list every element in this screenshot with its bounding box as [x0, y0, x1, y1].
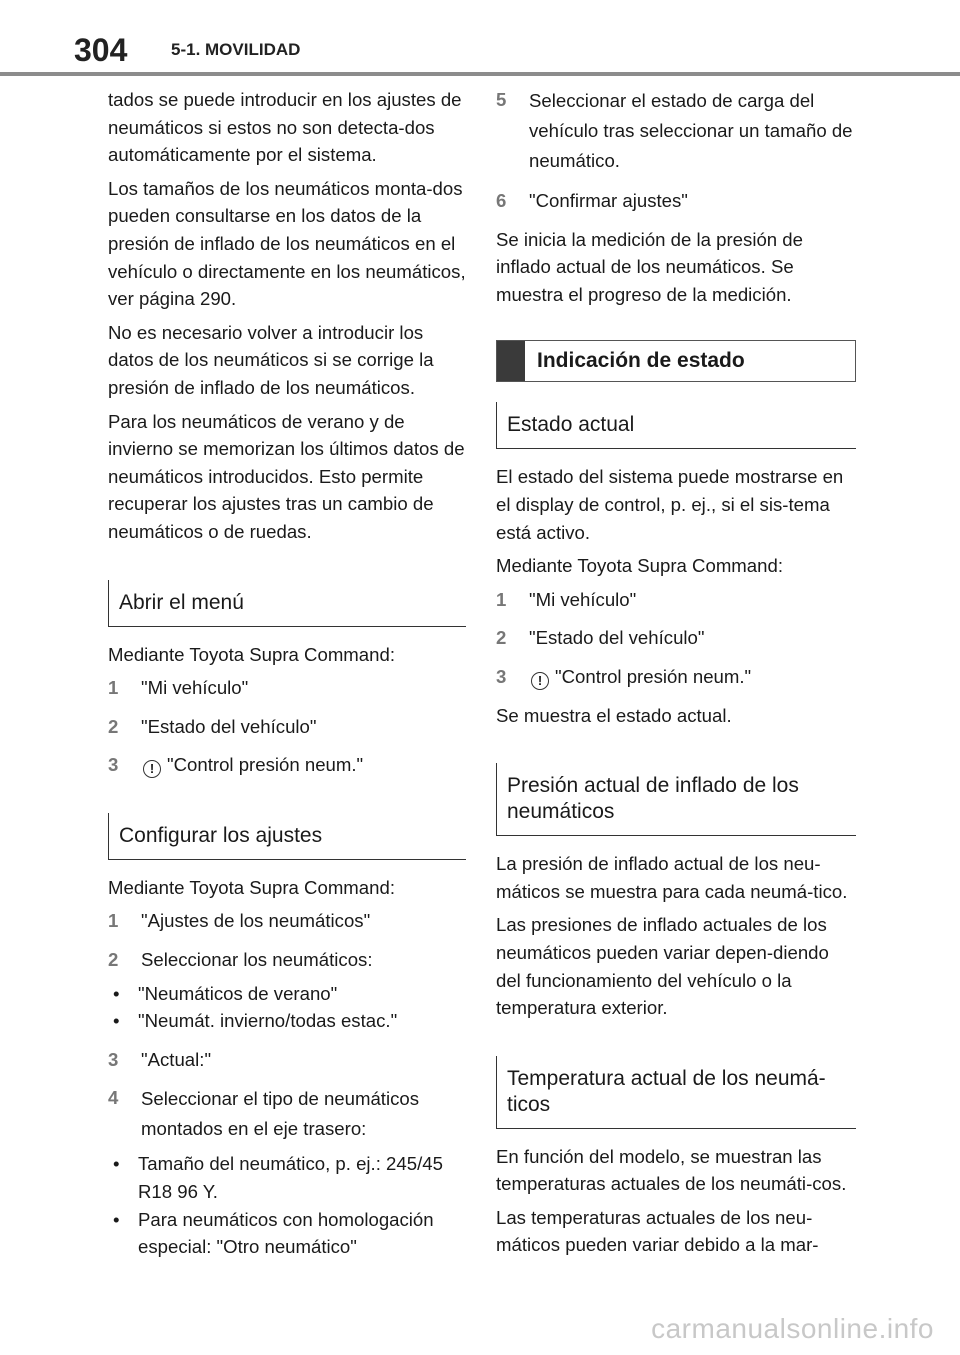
- right-column: [496, 86, 856, 1265]
- step-number: 3: [108, 1048, 119, 1070]
- chapter-title: 5-1. MOVILIDAD: [171, 40, 301, 59]
- paragraph: Los tamaños de los neumáticos monta-dos pueden consultarse en los datos de la presión de inflado de los neumáticos en el vehículo o directamente en los neumáticos, ver página 290.: [108, 177, 466, 310]
- bullet-dot: •: [113, 1010, 120, 1032]
- step-number: 6: [496, 190, 507, 211]
- bullet-item: [108, 1150, 466, 1205]
- tire-pressure-warning-icon: !: [531, 672, 549, 690]
- section-heading-indicacion: [496, 340, 856, 382]
- bullet-text: "Neumáticos de verano": [138, 982, 338, 1004]
- page-number: 304: [74, 32, 128, 68]
- step-text: "Ajustes de los neumáticos": [141, 910, 371, 932]
- subheading-estado-actual: Estado actual: [496, 402, 856, 449]
- subheading-configurar-ajustes: Configurar los ajustes: [108, 813, 466, 860]
- step-number: 1: [108, 677, 119, 699]
- step-text: Seleccionar los neumáticos:: [141, 949, 373, 971]
- step-item: [496, 86, 856, 176]
- paragraph: Mediante Toyota Supra Command:: [108, 876, 395, 898]
- step-text: "Estado del vehículo": [529, 627, 705, 649]
- bullet-dot: •: [113, 1208, 120, 1230]
- step-text: Seleccionar el estado de carga del vehículo tras seleccionar un tamaño de neumático.: [529, 90, 853, 171]
- section-heading-bar: [497, 341, 525, 381]
- step-text: "Mi vehículo": [141, 677, 249, 699]
- step-text: "Control presión neum.": [555, 665, 752, 687]
- step-item: [108, 1046, 466, 1074]
- subheading-presion-actual: Presión actual de inflado de los neumáticos: [496, 763, 856, 836]
- paragraph: Las presiones de inflado actuales de los neumáticos pueden variar depen-diendo del funcionamiento del vehículo o la temperatura exterior.: [496, 914, 829, 1019]
- bullet-item: [108, 980, 466, 1008]
- subheading-abrir-menu: Abrir el menú: [108, 580, 466, 627]
- bullet-text: Tamaño del neumático, p. ej.: 245/45 R18 96 Y.: [138, 1153, 443, 1203]
- step-number: 4: [108, 1087, 119, 1109]
- paragraph: Mediante Toyota Supra Command:: [108, 643, 395, 665]
- step-item: [496, 187, 856, 215]
- paragraph: Las temperaturas actuales de los neu-máticos pueden variar debido a la mar-: [496, 1206, 819, 1256]
- step-item: [496, 586, 856, 614]
- paragraph: Para los neumáticos de verano y de invierno se memorizan los últimos datos de neumáticos introducidos. Esto permite recuperar los ajustes tras un cambio de neumáticos o de ruedas.: [108, 410, 465, 542]
- step-text: "Control presión neum.": [167, 754, 364, 776]
- step-text-wrapper: [141, 751, 466, 779]
- step-item: [496, 663, 856, 691]
- section-title: Indicación de estado: [537, 349, 745, 373]
- step-text: "Estado del vehículo": [141, 715, 317, 737]
- page-header: [0, 0, 960, 80]
- step-text: "Mi vehículo": [529, 588, 637, 610]
- bullet-text: Para neumáticos con homologación especial: "Otro neumático": [138, 1208, 434, 1258]
- step-text: Seleccionar el tipo de neumáticos montados en el eje trasero:: [141, 1088, 420, 1140]
- paragraph: Se muestra el estado actual.: [496, 704, 732, 726]
- bullet-dot: •: [113, 1153, 120, 1175]
- step-text: "Actual:": [141, 1048, 212, 1070]
- step-number: 2: [108, 715, 119, 737]
- step-item: [496, 624, 856, 652]
- step-item: [108, 907, 466, 935]
- step-number: 1: [496, 588, 507, 610]
- bullet-text: "Neumát. invierno/todas estac.": [138, 1010, 398, 1032]
- paragraph: En función del modelo, se muestran las temperaturas actuales de los neumáti-cos.: [496, 1145, 847, 1195]
- subheading-temperatura-actual: Temperatura actual de los neumá-ticos: [496, 1056, 856, 1129]
- paragraph: La presión de inflado actual de los neu-máticos se muestra para cada neumá-tico.: [496, 853, 848, 902]
- paragraph: Mediante Toyota Supra Command:: [496, 555, 783, 577]
- bullet-item: [108, 1206, 466, 1261]
- paragraph: El estado del sistema puede mostrarse en el display de control, p. ej., si el sis-tema está activo.: [496, 466, 844, 543]
- tire-pressure-warning-icon: !: [143, 760, 161, 778]
- step-number: 3: [108, 754, 119, 776]
- bullet-item: [108, 1007, 466, 1035]
- step-item: [108, 674, 466, 702]
- paragraph: No es necesario volver a introducir los datos de los neumáticos si se corrige la presión de inflado de los neumáticos.: [108, 321, 434, 398]
- step-number: 2: [108, 949, 119, 971]
- step-number: 2: [496, 627, 507, 649]
- paragraph: tados se puede introducir en los ajustes de neumáticos si estos no son detecta-dos automáticamente por el sistema.: [108, 89, 462, 166]
- header-divider: [0, 72, 960, 76]
- step-number: 3: [496, 665, 507, 687]
- step-number: 1: [108, 910, 119, 932]
- step-number: 5: [496, 89, 507, 110]
- step-text: "Confirmar ajustes": [529, 190, 688, 211]
- step-text-wrapper: [529, 663, 856, 691]
- step-item: [108, 751, 466, 779]
- step-item: [108, 946, 466, 974]
- watermark: carmanualsonline.info: [651, 1313, 934, 1344]
- step-item: [108, 713, 466, 741]
- left-column: [108, 86, 466, 1261]
- paragraph: Se inicia la medición de la presión de inflado actual de los neumáticos. Se muestra el progreso de la medición.: [496, 228, 803, 305]
- step-item: [108, 1084, 466, 1144]
- bullet-dot: •: [113, 982, 120, 1004]
